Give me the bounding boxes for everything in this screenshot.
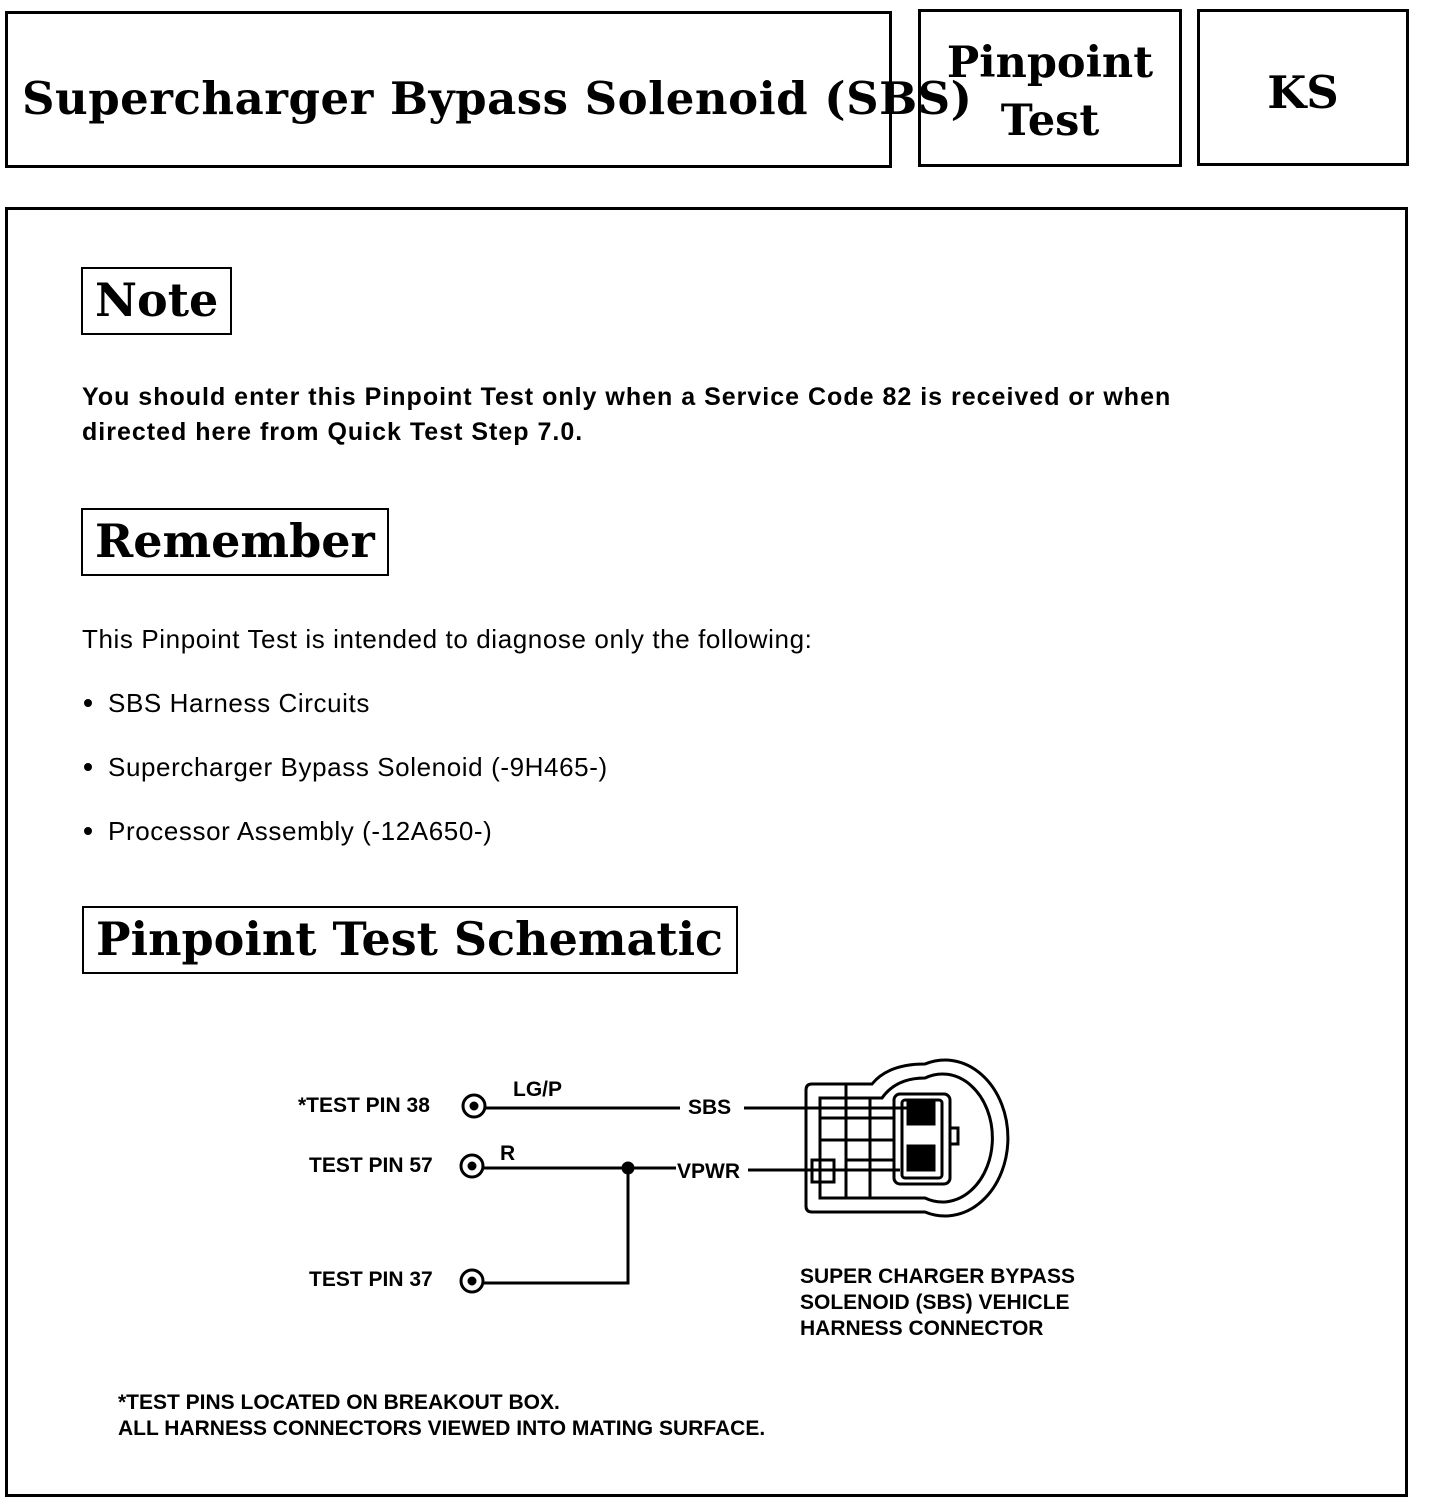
list-item-text: Supercharger Bypass Solenoid (-9H465-) xyxy=(108,752,608,782)
circuit-sbs-label: SBS xyxy=(688,1096,732,1119)
circuit-vpwr-label: VPWR xyxy=(677,1160,740,1183)
list-item-text: SBS Harness Circuits xyxy=(108,688,370,718)
wire-color-r: R xyxy=(500,1142,516,1165)
note-line-1: You should enter this Pinpoint Test only when a Service Code 82 is received or when xyxy=(82,383,1172,411)
test-pin-38-terminal xyxy=(463,1095,485,1117)
test-pin-57-label: TEST PIN 57 xyxy=(309,1154,433,1177)
test-pin-37-label: TEST PIN 37 xyxy=(309,1268,433,1291)
footnote-line-2: ALL HARNESS CONNECTORS VIEWED INTO MATING SURFACE. xyxy=(118,1417,766,1440)
connector-label-line-3: HARNESS CONNECTOR xyxy=(800,1317,1044,1340)
page-title: Supercharger Bypass Solenoid (SBS) xyxy=(22,72,973,125)
remember-intro: This Pinpoint Test is intended to diagnose only the following: xyxy=(82,624,813,654)
footnote-line-1: *TEST PINS LOCATED ON BREAKOUT BOX. xyxy=(118,1391,560,1414)
test-pin-37-terminal xyxy=(461,1270,483,1292)
note-line-2: directed here from Quick Test Step 7.0. xyxy=(82,418,584,446)
splice-junction xyxy=(623,1163,633,1173)
remember-heading: Remember xyxy=(81,508,389,576)
test-pin-57-terminal xyxy=(461,1155,483,1177)
sbs-harness-connector xyxy=(806,1060,1008,1216)
wire-color-lgp: LG/P xyxy=(513,1078,563,1101)
connector-label-line-1: SUPER CHARGER BYPASS xyxy=(800,1265,1075,1288)
connector-label-line-2: SOLENOID (SBS) VEHICLE xyxy=(800,1291,1070,1314)
test-code: KS xyxy=(1267,66,1339,119)
note-heading: Note xyxy=(81,267,232,335)
list-item-text: Processor Assembly (-12A650-) xyxy=(108,816,493,846)
test-pin-38-label: *TEST PIN 38 xyxy=(298,1094,430,1117)
test-label: Test xyxy=(1000,96,1100,146)
wire-test-pin-37 xyxy=(484,1168,628,1283)
schematic-heading: Pinpoint Test Schematic xyxy=(82,906,738,974)
pinpoint-label: Pinpoint xyxy=(946,38,1154,88)
